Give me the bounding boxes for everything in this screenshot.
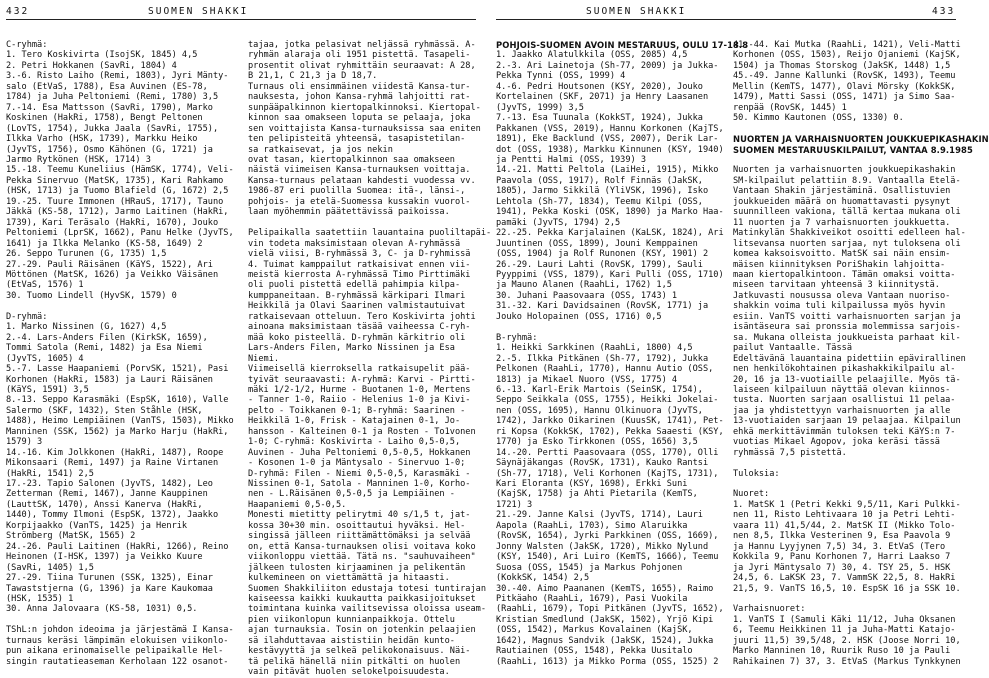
text-line: Tawaststjerna (G, 1396) ja Kare Kaukomaa <box>6 583 213 594</box>
text-line: vuotias Mikael Agopov, joka keräsi tässä <box>733 437 940 448</box>
text-line: 45.-49. Janne Kallunki (RovSK, 1493), Teemu <box>733 71 956 82</box>
text-line: Aapola (RaahLi, 1703), Simo Alaruikka <box>496 520 688 531</box>
text-line: Niemi. <box>248 353 280 364</box>
text-line: hansson - Kalteinen 0-1 ja Rosten - To1vonen <box>248 426 476 437</box>
text-line: B 21,1, C 21,3 ja D 18,7. <box>248 71 378 82</box>
text-line: Tommi Satola (Remi, 1482) ja Esa Niemi <box>6 343 203 354</box>
text-line: Kansa-turnaus pelataan kahdesti vuodessa vv. <box>248 175 476 186</box>
text-line: 31.-32. Kari Davidsainen (RovSK, 1771) ja <box>496 301 709 312</box>
text-line: 1579) 3 <box>6 437 43 448</box>
text-line: vin todeta maksimistaan olevan A-ryhmässä <box>248 238 461 249</box>
text-line: vain pitävät huolen selokelpoisuudesta. <box>248 667 450 678</box>
text-line: Vantaan Shakin järjestäminä. Osallistuvien <box>733 186 951 197</box>
text-line: 1. Jaakko Alatulkkila (OSS, 2085) 4,5 <box>496 50 688 61</box>
text-line: 1. VanTS I (Samuli Käki 11/12, Juha Oksanen <box>733 614 956 625</box>
text-line: 1. MatSK 1 (Petri Kekki 9,5/11, Kari Pulkki- <box>733 499 961 510</box>
text-line: Lehtola (Sh-77, 1834), Teemu Kilpi (OSS, <box>496 196 703 207</box>
text-line: esiin. VanTS voitti varhaisnuorten sarjan ja <box>733 311 961 322</box>
text-line: (EtVaS, 1576) 1 <box>6 280 84 291</box>
text-line: Mellin (KemTS, 1477), Olavi Mörsky (KokkSK, <box>733 81 956 92</box>
text-line: Nuorten ja varhaisnuorten joukkuepikashakin <box>733 165 956 176</box>
text-line: (KokkSK, 1454) 2,5 <box>496 573 590 584</box>
text-line: 19.-25. Tuure Immonen (HRauS, 1717), Tauno <box>6 196 224 207</box>
text-line: 27.-29. Pauli Räisänen (KäYS, 1522), Ari <box>6 259 213 270</box>
text-line: 1479), Matti Sassi (OSS, 1471) ja Simo Saa- <box>733 92 956 103</box>
text-line: turnaus keräsi lämpimän elokuisen viikonlo- <box>6 635 229 646</box>
text-line: 3.-6. Risto Laiho (Remi, 1803), Jyri Mänty- <box>6 71 229 82</box>
text-line: Nissinen 0-1, Satola - Manninen 1-0, Korho- <box>248 479 471 490</box>
text-line: Matinkylän Shakkiveikot osoitti edelleen hal- <box>733 228 966 239</box>
text-line: 22.-25. Pekka Karjalainen (KaLSK, 1824), Ari <box>496 228 724 239</box>
text-line: (KajSK, 1758) ja Ahti Pietarila (KemTS, <box>496 489 698 500</box>
text-line: 14.-21. Matti Peltola (LaiHei, 1915), Mikko <box>496 165 719 176</box>
text-line: ainoana maksimistaan täsää vaiheessa C-ryh- <box>248 322 471 333</box>
text-line: Kristian Smedlund (JakSK, 1502), Yrjö Kipi <box>496 614 714 625</box>
text-line: Korpijaakko (VanTS, 1425) ja Henrik <box>6 520 188 531</box>
text-line: (Sh-77, 1718), Veli Korhonen (KajTS, 1731), <box>496 468 719 479</box>
text-line: 2.-4. Lars-Anders Filen (KirkSK, 1659), <box>6 332 208 343</box>
text-line: 1770) ja Esko Tirkkonen (OSS, 1656) 3,5 <box>496 437 698 448</box>
page-number-left: 432 <box>6 6 30 17</box>
text-line: kumppaneitaan. B-ryhmässä kärkipari Ilmari <box>248 290 466 301</box>
text-column-1 <box>6 40 244 676</box>
page-number-right: 433 <box>932 6 956 17</box>
text-line: Lars-Anders Filen, Marko Nissinen ja Esa <box>248 343 455 354</box>
text-line: Heikkilä ja Olavi Saarinen valmistautuivat <box>248 301 466 312</box>
text-line: Heikkilä 1-0, Frisk - Katajainen 0-1, Jo- <box>248 416 461 427</box>
text-line: (OSS, 1904) ja Rolf Runonen (KSY, 1901) 2 <box>496 249 709 260</box>
text-line: Kari Eloranta (KSY, 1698), Erkki Suni <box>496 479 688 490</box>
text-line: Seppo Seikkala (OSS, 1755), Heikki Jokelai- <box>496 395 719 406</box>
text-line: Marko Manninen 10, Ruurik Ruso 10 ja Pauli <box>733 646 951 657</box>
text-line: - Kosonen 1-0 ja Mäntysalo - Sinervuo 1-0; <box>248 458 466 469</box>
text-line: 27.-29. Tiina Turunen (SSK, 1325), Einar <box>6 573 213 584</box>
text-line: salo (EtVaS, 1788), Esa Auvinen (ES-78, <box>6 81 208 92</box>
text-line: mäisen kiinnityksen PoriShakin lahjoitta- <box>733 259 946 270</box>
text-line <box>733 458 959 468</box>
text-line: nauksesta, johon Kansa-ryhmä lahjoitti rat- <box>248 92 471 103</box>
text-line: D-ryhmä: Filen - Niemi 0,5-0,5, Karasmäki - <box>248 468 471 479</box>
header-rule-right <box>496 19 956 20</box>
text-line: 1-0; C-ryhmä: Koskivirta - Laiho 0,5-0,5, <box>248 437 461 448</box>
text-line: 4.-6. Pedri Houtsonen (KSY, 2020), Jouko <box>496 81 703 92</box>
text-line: 1642), Magnus Sandvik (JakSK, 1524), Jukka <box>496 635 714 646</box>
text-line: ri Kopsa (KokkSK, 1702), Pekka Saaesti (KSY, <box>496 426 724 437</box>
text-line: Salermo (SKF, 1432), Sten Ståhle (HSK, <box>6 405 203 416</box>
text-line: 30.-40. Aimo Paananen (KemTS, 1655), Raimo <box>496 583 714 594</box>
text-line: Tuloksia: <box>733 468 780 479</box>
text-line: SUOMEN MESTARUUSKILPAILUT, VANTAA 8.9.1985 <box>733 144 973 155</box>
text-line: Pyyppimi (VSS, 1879), Kari Pulli (OSS, 1710) <box>496 269 724 280</box>
text-line: 1739), Kari Teräsalo (HakRi, 1670), Jouko <box>6 217 219 228</box>
text-line: Pitkäaho (RaahLi, 1679), Pasi Vuokila <box>496 594 688 605</box>
text-line: tyivät seuraavasti: A-ryhmä: Karvi - Pirtti- <box>248 374 476 385</box>
text-line: nen (OSS, 1695), Hannu Olkinuora (JyvTS, <box>496 405 703 416</box>
text-line: 8.-13. Seppo Karasmäki (EspSK, 1610), Valle <box>6 395 229 406</box>
text-line: ja Mauno Alanen (RaahLi, 1762) 1,5 <box>496 280 672 291</box>
text-line: (HakRi, 1541) 2,5 <box>6 468 94 479</box>
text-line: 26. Seppo Turunen (G, 1735) 1,5 <box>6 249 167 260</box>
text-line: suunnilleen vakiona, tällä kertaa mukana oli <box>733 207 961 218</box>
text-line: 14.-20. Pertti Paasovaara (OSS, 1770), Olli <box>496 447 719 458</box>
text-line: shakkin voima tuli kilpailussa myös hyvin <box>733 301 946 312</box>
text-line: 6, Teemu Heikkinen 11 ja Juha-Matti Katajo- <box>733 625 956 636</box>
text-line: 6.-13. Karl-Erik Martois (SeinSK, 1754), <box>496 384 703 395</box>
text-line <box>733 594 959 604</box>
text-line: renpää (RovSK, 1445) 1 <box>733 102 847 113</box>
text-line: POHJOIS-SUOMEN AVOIN MESTARUUS, OULU 17-18.8 <box>496 40 749 50</box>
text-line: 14.-16. Kim Jolkkonen (HakRi, 1487), Roope <box>6 447 224 458</box>
text-line: D-ryhmä: <box>6 311 48 322</box>
text-line: Jouko Holopainen (OSS, 1716) 0,5 <box>496 311 662 322</box>
text-line: sä ilahduttavaa aististiin heidän kunto- <box>248 635 455 646</box>
text-line: 30. Juhani Paasovaara (OSS, 1743) 1 <box>496 290 678 301</box>
text-line: tusta. Nuorten sarjaan osallistui 11 pelaa- <box>733 395 956 406</box>
text-line: 4. Tuimat kamppailut ratkaisivat ennen vii- <box>248 259 471 270</box>
text-line: jaa ja yhdistettyyn varhaisnuorten ja alle <box>733 405 951 416</box>
text-line: Zetterman (Remi, 1467), Janne Kauppinen <box>6 489 208 500</box>
text-line: Mikonsaari (Remi, 1497) ja Raine Virtanen <box>6 458 219 469</box>
text-line: vaara 11) 41,5/44, 2. MatSK II (Mikko Tolo- <box>733 520 956 531</box>
text-line: (HSK, 1713) ja Tuomo Blafield (G, 1672) 2,5 <box>6 186 229 197</box>
text-line: 26.-29. Lauri Lahti (RovSK, 1799), Sauli <box>496 259 703 270</box>
text-line: Peltoniemi (LprSK, 1662), Panu Helke (JyvTS, <box>6 228 234 239</box>
text-line: Pelkonen (RaahLi, 1770), Hannu Autio (OSS, <box>496 364 714 375</box>
text-line: 1784) ja Juha Peltoniemi (Remi, 1780) 3,5 <box>6 92 219 103</box>
text-line: (LauttSK, 1470), Anssi Kanerva (HakRi, <box>6 499 203 510</box>
text-line: Haapaniemi 0,5-0,5. <box>248 499 347 510</box>
text-line: Ilkka Varho (HSK, 1739), Markku Heiko <box>6 134 198 145</box>
text-line: C-ryhmä: <box>6 40 48 50</box>
text-line: Heinonen (I-HSK, 1397) ja Veikko Kuure <box>6 552 203 563</box>
text-line: 1. Marko Nissinen (G, 1627) 4,5 <box>6 322 167 333</box>
text-line: (JyvTS, 1605) 4 <box>6 353 84 364</box>
text-line: sen voittajista Kansa-turnauksissa saa eniten <box>248 123 481 134</box>
text-line: nen 8,5, Ilkka Vesterinen 9, Esa Paavola 9 <box>733 531 951 542</box>
text-line: pelto - Toikkanen 0-1; B-ryhmä: Saarinen - <box>248 405 466 416</box>
text-line: 1891), Eke Backlund (VSS, 2007), Derik Lar- <box>496 134 719 145</box>
text-line: Turnaus oli ensimmäinen viidestä Kansa-tur- <box>248 81 471 92</box>
text-line: (LovTS, 1754), Jukka Jaala (SavRi, 1755), <box>6 123 219 134</box>
text-line: joukkueiden määrä on huomattavasti pysynyt <box>733 196 951 207</box>
text-line: Korhonen (OSS, 1503), Reijo Ojaniemi (KajSK, <box>733 50 961 61</box>
text-line: Koskinen (HakRi, 1758), Bengt Peltonen <box>6 113 203 124</box>
text-line: ajan turnauksia. Tosin on jotenkin pelaajien <box>248 625 476 636</box>
text-line: Pekka Tynni (OSS, 1999) 4 <box>496 71 626 82</box>
text-line: Edeltävänä lauantaina pidettiin epävirallinen <box>733 353 966 364</box>
text-line: (SavRi, 1405) 1,5 <box>6 562 94 573</box>
text-line: (KSY, 1540), Ari Luiro (KemTS, 1666), Teemu <box>496 552 719 563</box>
text-line: 21,5, 9. VanTS 16,5, 10. EspSK 16 ja SSK 10. <box>733 583 961 594</box>
text-line: (OSS, 1542), Markus Kovalainen (KajSK, <box>496 625 693 636</box>
text-line: (RovSK, 1654), Jyrki Parkkinen (OSS, 1669), <box>496 531 719 542</box>
text-line: nen 11, Risto Lehtivaara 10 ja Petri Lehti- <box>733 510 956 521</box>
text-line: Säynäjäkangas (RovSK, 1731), Kauko Rantsi <box>496 458 709 469</box>
text-line: pohjois- ja etelä-Suomessa kussakin vuorol- <box>248 196 471 207</box>
text-line: ryhmän alaraja oli 1951 pistettä. Tasapeli- <box>248 50 471 61</box>
text-line: Suosa (OSS, 1545) ja Markus Pohjonen <box>496 562 683 573</box>
text-column-2 <box>248 40 492 678</box>
text-line: (KäYS, 1591) 3,5 <box>6 384 89 395</box>
text-line: mäki 1/2-1/2, Hurme - Buotanen 1-0, Mertens <box>248 384 471 395</box>
text-line: ovat tasan, kiertopalkinnon saa omakseen <box>248 154 455 165</box>
text-line: Auvinen - Juha Peltoniemi 0,5-0,5, Hokkanen <box>248 447 471 458</box>
text-line: 1986-87 eri puolilla Suomea: itä-, länsi-, <box>248 186 466 197</box>
text-line: Korhonen (HakRi, 1583) ja Lauri Räisänen <box>6 374 213 385</box>
text-line: ryhmässä 7,5 pistettä. <box>733 447 847 458</box>
text-line: B-ryhmä: <box>496 332 538 343</box>
text-line: Monesti mietitty pelirytmi 40 s/1,5 t, jat- <box>248 510 471 521</box>
text-line: (JyvTS, 1999) 3,5 <box>496 102 584 113</box>
text-line <box>496 322 728 332</box>
text-line: Strömberg (MatSK, 1565) 2 <box>6 531 136 542</box>
text-line: 24,5, 6. LaKSK 23, 7. VammSK 22,5, 8. HakRi <box>733 573 956 584</box>
text-line: juuri 11,5) 39,5/48, 2. HSK (Joose Norri 10, <box>733 635 961 646</box>
text-line: Möttönen (MatSK, 1626) ja Veikko Väisänen <box>6 269 219 280</box>
text-line: Pekka Sinervuo (MatSK, 1735), Kari Rahkamo <box>6 175 224 186</box>
text-line: oli puoli pistettä edellä pahimpia kilpa- <box>248 280 461 291</box>
text-line: SM-kilpailut pelattiin 8.9. Vantaalla Etelä- <box>733 175 961 186</box>
text-line: 2.-3. Ari Lainetoja (Sh-77, 2009) ja Jukka- <box>496 60 719 71</box>
text-line: 7.-14. Esa Mattsson (SavRi, 1790), Marko <box>6 102 213 113</box>
text-line: 50. Kimmo Kautonen (OSS, 1330) 0. <box>733 113 904 124</box>
text-line: NUORTEN JA VARHAISNUORTEN JOUKKUEPIKASHAKIN <box>733 134 989 145</box>
text-line: (RaahLi, 1679), Topi Pitkänen (JyvTS, 1652), <box>496 604 724 615</box>
text-line: meistä kierrosta A-ryhmässä Timo Pirttimäki <box>248 269 471 280</box>
text-line: Juuntinen (OSS, 1899), Jouni Kemppainen <box>496 238 698 249</box>
text-line: Paavola (OSS, 1917), Rolf Finnäs (JakSK, <box>496 175 703 186</box>
header-rule-left <box>6 19 476 20</box>
text-line: Nuoret: <box>733 489 770 500</box>
text-line <box>733 155 959 165</box>
text-line <box>733 124 959 134</box>
text-line: dot (OSS, 1938), Markku Kinnunen (KSY, 1940) <box>496 144 724 155</box>
text-line: (HSK, 1535) 1 <box>6 594 74 605</box>
text-line: 5.-7. Lasse Haapaniemi (PorvSK, 1521), Pasi <box>6 364 229 375</box>
text-line: Pakkanen (VSS, 2019), Hannu Korkonen (KajTS, <box>496 123 724 134</box>
text-line: Jonny Walsten (JakSK, 1720), Mikko Nylund <box>496 541 709 552</box>
text-line: 13-vuotiaiden sarjaan 19 pelaajaa. Kilpailun <box>733 416 961 427</box>
text-line: komea kaksoisvoitto. MatSK sai näin ensim- <box>733 249 951 260</box>
text-line: Jäkkä (KS-58, 1712), Jarmo Laitinen (HakRi, <box>6 207 229 218</box>
text-line: ehkä merkittävimmän tuloksen teki KäYS:n 7- <box>733 426 956 437</box>
text-line: ja Jyri Mäntysalo 7) 30, 4. TSY 25, 5. HSK <box>733 562 951 573</box>
text-line: - Tanner 1-0, Raiio - Helenius 1-0 ja Kivi- <box>248 395 471 406</box>
text-line: singissä jälleen riittämättömäksi ja selvää <box>248 531 471 542</box>
text-line: litsevansa nuorten sarjaa, nyt tuloksena oli <box>733 238 961 249</box>
text-line: Kokkila 9, Panu Korhonen 7, Harri Laakso 7 <box>733 552 951 563</box>
text-line: 30. Anna Jalovaara (KS-58, 1031) 0,5. <box>6 604 198 615</box>
text-line: 41.-44. Kai Mutka (RaahLi, 1421), Veli-Matti <box>733 40 961 50</box>
text-line: 30. Tuomo Lindell (HyvSK, 1579) 0 <box>6 290 177 301</box>
text-line: nen henkilökohtainen pikashakkikilpailu al- <box>733 364 956 375</box>
text-line: kestävyyttä ja selkeä pelikokonaisuus. Näi- <box>248 646 471 657</box>
text-line: kossa 30+30 min. osoittautui hyväksi. Hel- <box>248 520 466 531</box>
text-line: näistä viimeisen Kansa-turnauksen voittaja. <box>248 165 471 176</box>
text-line: 17.-23. Tapio Salonen (JyvTS, 1482), Leo <box>6 479 213 490</box>
text-line: 1504) ja Thomas Storskog (JakSK, 1448) 1,5 <box>733 60 951 71</box>
text-line: viikonloppu viettää. Tätä ns. "sauhuvaiheen" <box>248 552 476 563</box>
text-line <box>6 615 244 625</box>
text-line: sunpääpalkinnon kiertopalkinnoksi. Kiertopal- <box>248 102 481 113</box>
text-line: isäntäseura sai pronssia molemmissa sarjois- <box>733 322 961 333</box>
text-line: 1813) ja Mikael Nuoro (VSS, 1775) 4 <box>496 374 678 385</box>
text-line: TShL:n johdon ideoima ja järjestämä I Kansa- <box>6 625 234 636</box>
text-line: maan kiertopalkintoon. Tämän omaksi voitta- <box>733 269 956 280</box>
text-line: laan myöhemmin päätettävissä paikoissa. <box>248 207 450 218</box>
text-line: 1440), Tommy Ilmoni (EspSK, 1372), Jaakko <box>6 510 219 521</box>
text-line: 24.-26. Pauli Laitinen (HakRi, 1266), Reino <box>6 541 229 552</box>
text-line: 20, 16 ja 13-vuotiaille pelaajille. Myös tä- <box>733 374 961 385</box>
text-line: 1. Tero Koskivirta (IsojSK, 1845) 4,5 <box>6 50 198 61</box>
text-line: miseen tarvitaan yhteensä 3 kiinnitystä. <box>733 280 940 291</box>
text-line: 1941), Pekka Koski (OSK, 1890) ja Marko Haa- <box>496 207 724 218</box>
text-line: sa. Mukana olleista joukkueista parhaat kil- <box>733 332 961 343</box>
text-line <box>6 301 244 311</box>
text-line: 1. Heikki Sarkkinen (RaahLi, 1800) 4,5 <box>496 343 693 354</box>
text-line: 1721) 3 <box>496 499 533 510</box>
text-line: kulkemineen on viettämättä ja hitaasti. <box>248 573 450 584</box>
text-line: kinnon saa omakseen loputa se pelaaja, joka <box>248 113 471 124</box>
text-line <box>248 218 480 228</box>
running-head-right: SUOMEN SHAKKI <box>586 6 687 17</box>
text-line: laiseen kilpailuun näyttää olevan kiinnos- <box>733 384 951 395</box>
text-line: 11 nuorten ja 7 varhaisnuorten joukkuetta. <box>733 217 951 228</box>
text-line: pailut Vantaalle. Tässä <box>733 343 852 354</box>
text-line: Varhaisnuoret: <box>733 604 806 615</box>
text-line: toimintana kuinka vailitsevissa oloissa useam- <box>248 604 486 615</box>
text-line: 2.-5. Ilkka Pitkänen (Sh-77, 1792), Jukka <box>496 353 709 364</box>
text-line: Jarmo Rytkönen (HSK, 1714) 3 <box>6 154 151 165</box>
text-line: (RaahLi, 1613) ja Mikko Porma (OSS, 1525) 2 <box>496 656 719 667</box>
text-line: kaiseessa kaikki kuukautta paikkasijoitukset <box>248 594 476 605</box>
text-column-4 <box>733 40 989 676</box>
text-line: Kortelainen (SKF, 2071) ja Henry Laasanen <box>496 92 709 103</box>
text-line: Jatkuvasti nousussa oleva Vantaan nuoriso- <box>733 290 951 301</box>
text-line: pamäki (JyvTS, 1794) 2,5 <box>496 217 621 228</box>
text-line: singin rautatieaseman Kerholaan 122 osanot- <box>6 656 229 667</box>
text-line: mää koko pisteellä. D-ryhmän kärkitrio oli <box>248 332 466 343</box>
text-line: 1742), Jarkko Oikarinen (KuusSK, 1741), Pet- <box>496 416 724 427</box>
text-line: Suomen Shakkiliiton edustaja totesi tuntirajan <box>248 583 486 594</box>
text-column-3 <box>496 40 749 676</box>
text-line: Viimeisellä kierroksella ratkaisupelit pää- <box>248 364 471 375</box>
text-line <box>733 479 959 489</box>
text-line: ja Hannu Lyyjynen 7,5) 34, 3. EtVaS (Tero <box>733 541 946 552</box>
running-head-left: SUOMEN SHAKKI <box>148 6 249 17</box>
text-line: ratkaisevaan otteluun. Tero Koskivirta johti <box>248 311 476 322</box>
text-line: 1641) ja Ilkka Melanko (KS-58, 1649) 2 <box>6 238 203 249</box>
text-line: tajaa, jotka pelasivat neljässä ryhmässä. A- <box>248 40 476 50</box>
text-line: prosentit olivat ryhmittäin seuraavat: A 28, <box>248 60 476 71</box>
text-line: sa ratkaisevat, ja jos nekin <box>248 144 393 155</box>
text-line: 1805), Jarmo Sikkilä (YliVSK, 1996), Isko <box>496 186 709 197</box>
text-line: Pelipaikalla saatettiin lauantaina puoliltapäi- <box>248 228 492 239</box>
text-line: 7.-13. Esa Tuunala (KokkST, 1924), Jukka <box>496 113 703 124</box>
text-line: Manninen (SSK, 1562) ja Marko Harju (HakRi, <box>6 426 229 437</box>
text-line: nen - L.Räisänen 0,5-0,5 ja Lempiäinen - <box>248 489 455 500</box>
text-line: 2. Petri Hokkanen (SavRi, 1804) 4 <box>6 60 177 71</box>
text-line: tä pelikä hänellä niin pitkälti on huolen <box>248 656 461 667</box>
text-line: 15.-18. Teemu Kuneliius (HämSK, 1774), Veli- <box>6 165 234 176</box>
text-line: Rautiainen (OSS, 1548), Pekka Uusitalo <box>496 646 693 657</box>
text-line: jälkeen tulosten kirjaaminen ja pelikentän <box>248 562 466 573</box>
text-line: pun aikana erinomaiselle pelipaikalle Hel- <box>6 646 224 657</box>
text-line: vielä viisi, B-ryhmässä 3, C- ja D-ryhmissä <box>248 249 471 260</box>
text-line: Rahikainen 7) 37, 3. EtVaS (Markus Tynkkynen <box>733 656 961 667</box>
text-line: on, että Kansa-turnauksen olisi voitava koko <box>248 541 476 552</box>
text-line: 21.-29. Janne Kalsi (JyvTS, 1714), Lauri <box>496 510 703 521</box>
text-line: ja Pentti Halmi (OSS, 1939) 3 <box>496 154 647 165</box>
text-line: pien viikonlopun kunnianpaikkoja. Ottelu <box>248 614 455 625</box>
text-line: ten pelipisteitä yhteensä, tasapistetilan- <box>248 134 466 145</box>
text-line: 1488), Heimo Lempiäinen (VanTS, 1503), Mikko <box>6 416 234 427</box>
text-line: (JyvTS, 1756), Osmo Kähönen (G, 1721) ja <box>6 144 213 155</box>
